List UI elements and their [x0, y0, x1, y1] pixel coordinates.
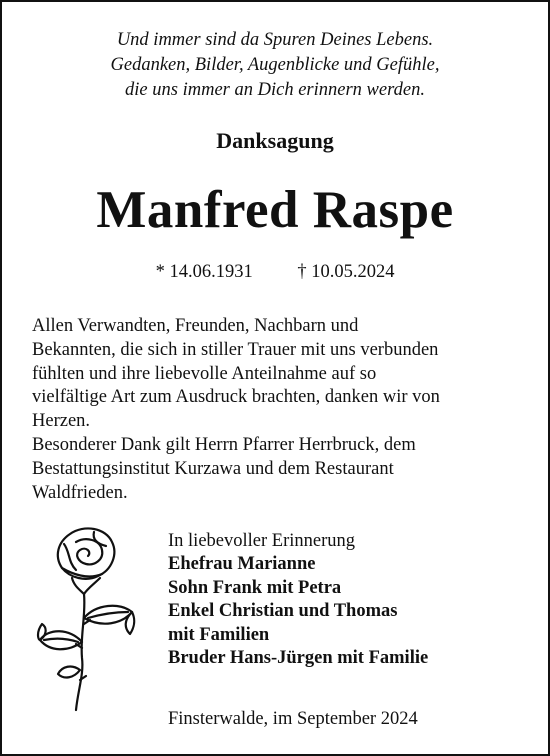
- signer: Sohn Frank mit Petra: [168, 577, 342, 598]
- signer: Bruder Hans-Jürgen mit Familie: [168, 648, 429, 669]
- thanks-message: [32, 315, 522, 505]
- poem-line: Und immer sind da Spuren Deines Lebens.: [116, 30, 434, 50]
- poem: [2, 28, 548, 103]
- message-line: fühlten und ihre liebevolle Anteilnahme auf so: [32, 363, 377, 384]
- heading: Danksagung: [216, 128, 334, 153]
- birth-date: * 14.06.1931: [155, 262, 253, 282]
- message-line: Bestattungsinstitut Kurzawa und dem Restaurant: [32, 458, 394, 479]
- signer: Enkel Christian und Thomas: [168, 601, 398, 622]
- life-dates: [2, 262, 548, 283]
- signer: Ehefrau Marianne: [168, 554, 316, 575]
- message-line: Herzen.: [32, 411, 91, 432]
- signer: mit Familien: [168, 624, 270, 645]
- signers: [168, 530, 428, 670]
- signers-intro: In liebevoller Erinnerung: [168, 531, 355, 551]
- deceased-name: Manfred Raspe: [96, 181, 454, 239]
- message-line: Waldfrieden.: [32, 482, 128, 503]
- message-line: Allen Verwandten, Freunden, Nachbarn und: [32, 316, 359, 336]
- message-line: Besonderer Dank gilt Herrn Pfarrer Herrbruck, dem: [32, 434, 416, 455]
- message-line: Bekannten, die sich in stiller Trauer mit uns verbunden: [32, 339, 439, 360]
- place-date: Finsterwalde, im September 2024: [168, 709, 418, 729]
- poem-line: die uns immer an Dich erinnern werden.: [125, 80, 425, 100]
- poem-line: Gedanken, Bilder, Augenblicke und Gefühle,: [110, 55, 440, 75]
- rose-icon: [32, 524, 140, 714]
- message-line: vielfältige Art zum Ausdruck brachten, danken wir von: [32, 387, 440, 408]
- death-date: † 10.05.2024: [297, 262, 395, 282]
